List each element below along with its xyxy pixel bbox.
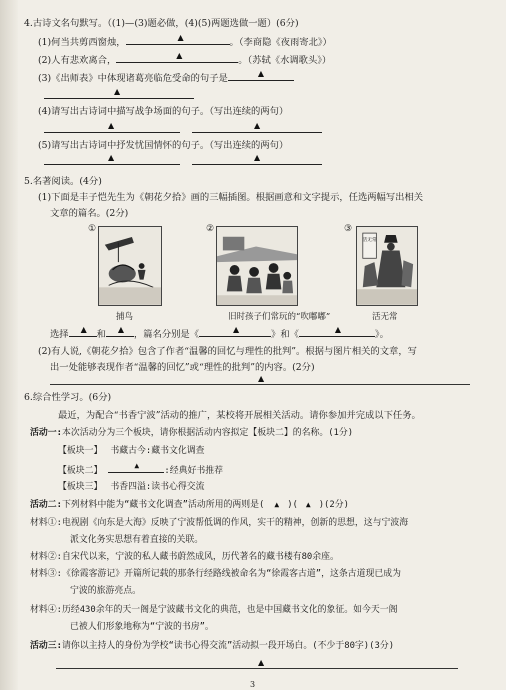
answer-blank[interactable]: ▲ bbox=[106, 328, 134, 337]
material-4: 材料④:历经430余年的天一阁是宁波藏书文化的典范，也是中国藏书文化的象征。如今天一阁 bbox=[30, 605, 398, 615]
q5-selection-line: 选择 ▲ 和 ▲ ，篇名分别是《 ▲ 》和《 ▲ 》。 bbox=[50, 325, 389, 340]
answer-blank[interactable]: ▲ bbox=[44, 156, 180, 165]
q5-part2b: 出一处能够表现作者“温馨的回忆”或“理性的批判”的内容。(2分) bbox=[50, 362, 315, 373]
q4-line-5: (5)请写出古诗词中抒发忧国情怀的句子。（写出连续的两句） bbox=[38, 140, 289, 151]
caption-3: 活无常 bbox=[372, 312, 398, 322]
figure-2-number: ② bbox=[206, 224, 215, 234]
activity-3: 活动三:请你以主持人的身份为学校“读书心得交流”活动拟一段开场白。(不少于80字)(3分) bbox=[30, 641, 395, 651]
answer-blank[interactable]: ▲ bbox=[116, 54, 238, 63]
q4-line-1: (1)何当共剪西窗烛， ▲ 。（李商隐《夜雨寄北》） bbox=[38, 33, 332, 48]
caption-2: 旧时孩子们常玩的“吹嘟嘟” bbox=[228, 312, 331, 322]
answer-blank[interactable]: ▲ bbox=[192, 124, 322, 133]
q5-part2: (2)有人说,《朝花夕拾》包含了作者“温馨的回忆与理性的批判”。根据与图片相关的文章，写 bbox=[38, 346, 417, 357]
answer-mark: ▲ bbox=[258, 374, 265, 383]
q4-line-3: (3)《出师表》中体现诸葛亮临危受命的句子是 ▲ bbox=[38, 72, 294, 85]
answer-blank[interactable]: ▲ bbox=[299, 328, 375, 337]
caption-1: 捕鸟 bbox=[116, 312, 134, 322]
answer-line[interactable] bbox=[56, 668, 458, 669]
q6-intro: 最近，为配合“书香宁波”活动的推广，某校将开展相关活动。请你参加并完成以下任务。 bbox=[58, 410, 421, 421]
answer-blank[interactable]: ▲ bbox=[44, 90, 194, 99]
material-1b: 派文化务实思想有着直接的关联。 bbox=[70, 535, 204, 545]
q5-part1b: 文章的篇名。(2分) bbox=[50, 208, 129, 219]
answer-blank[interactable]: ▲ bbox=[69, 328, 97, 337]
material-4b: 已被人们形象地称为“宁波的书房”。 bbox=[70, 622, 214, 632]
q4-line-4: (4)请写出古诗词中描写战争场面的句子。（写出连续的两句） bbox=[38, 106, 289, 117]
answer-blank[interactable]: ▲ bbox=[126, 36, 230, 45]
answer-blank[interactable]: ▲ bbox=[108, 464, 164, 473]
figure-3-sign-char-1: 活无常 bbox=[362, 237, 377, 243]
q4-line-2: (2)人有悲欢离合， ▲ 。（苏轼《水调歌头》） bbox=[38, 51, 332, 66]
illustration-children-playing bbox=[216, 226, 298, 306]
answer-blank[interactable]: ▲ bbox=[228, 72, 294, 81]
answer-blank[interactable]: ▲ bbox=[199, 328, 271, 337]
illustration-catching-birds bbox=[98, 226, 162, 306]
q5-part1: (1)下面是丰子恺先生为《朝花夕拾》画的三幅插图。根据画意和文字提示，任选两幅写出相关 bbox=[38, 192, 424, 203]
q4-line-5b bbox=[44, 153, 322, 169]
activity-2: 活动二:下列材料中能为“藏书文化调查”活动所用的两则是( ▲ )( ▲ )(2分) bbox=[30, 500, 349, 510]
answer-mark: ▲ bbox=[258, 658, 265, 667]
material-2: 材料②:自宋代以来，宁波的私人藏书蔚然成风，历代著名的藏书楼有80余座。 bbox=[30, 552, 339, 562]
answer-blank[interactable]: ▲ bbox=[192, 156, 322, 165]
section-2: 【板块二】 ▲ :经典好书推荐 bbox=[58, 461, 223, 476]
figure-3-number: ③ bbox=[344, 224, 353, 234]
figure-1-number: ① bbox=[88, 224, 97, 234]
q5-heading: 5.名著阅读。(4分) bbox=[24, 176, 102, 187]
answer-blank[interactable]: ▲ bbox=[44, 124, 180, 133]
page-number: 3 bbox=[250, 680, 256, 689]
material-3b: 宁波的旅游亮点。 bbox=[70, 586, 141, 596]
q4-heading: 4.古诗文名句默写。（(1)—(3)题必做，(4)(5)两题选做一题）(6分) bbox=[24, 18, 299, 29]
material-1: 材料①:电视剧《向东是大海》反映了宁波帮低调的作风，实干的精神，创新的思想，这与宁波海 bbox=[30, 518, 409, 528]
section-1: 【板块一】 书藏古今:藏书文化调查 bbox=[58, 446, 205, 456]
activity-1: 活动一:本次活动分为三个板块，请你根据活动内容拟定【板块二】的名称。(1分) bbox=[30, 428, 354, 438]
q4-line-3b bbox=[44, 87, 194, 103]
material-3: 材料③:《徐霞客游记》开篇所记载的那条行经路线被命名为“徐霞客古道”，这条古道现已成为 bbox=[30, 569, 402, 579]
illustration-living-wuchang bbox=[356, 226, 418, 306]
section-3: 【板块三】 书香四溢:读书心得交流 bbox=[58, 482, 205, 492]
q4-line-4b bbox=[44, 121, 322, 137]
q6-heading: 6.综合性学习。(6分) bbox=[24, 392, 112, 403]
